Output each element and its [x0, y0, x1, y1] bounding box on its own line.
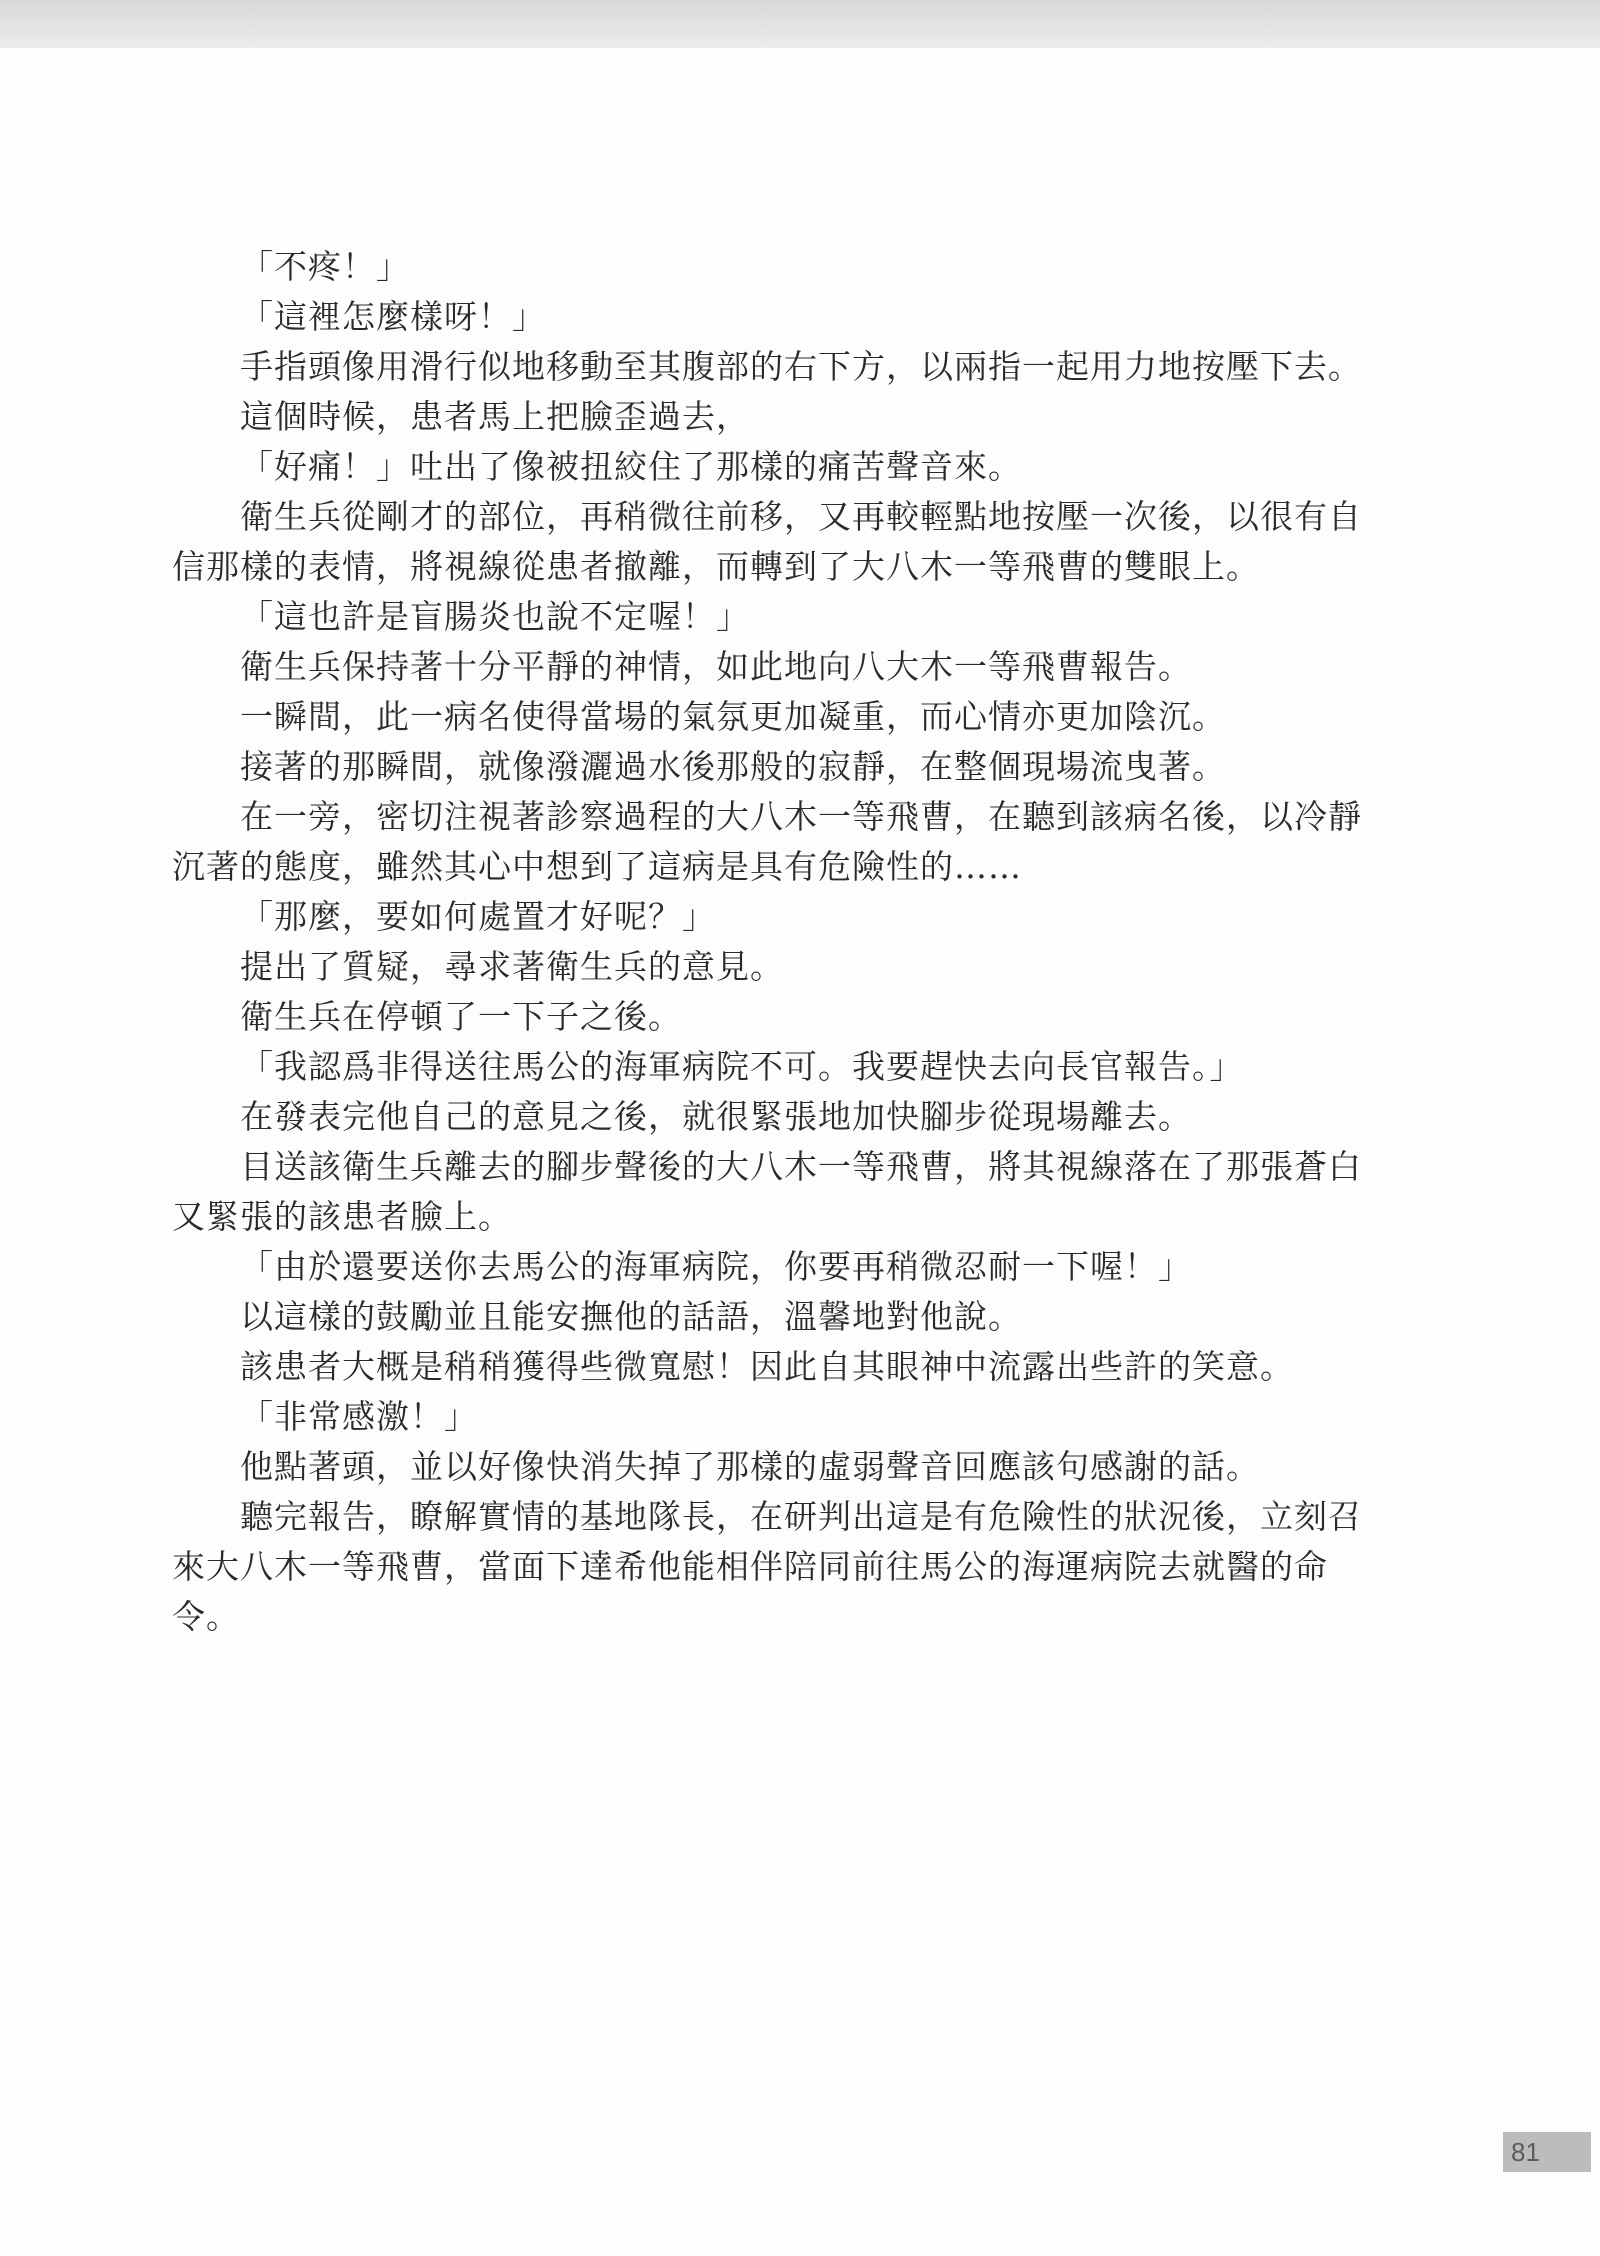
paragraph: 接著的那瞬間，就像潑灑過水後那般的寂靜，在整個現場流曳著。	[240, 747, 1226, 786]
paragraph: 衛生兵從剛才的部位，再稍微往前移，又再較輕點地按壓一次後，以很有自信那樣的表情，將視線從患者撤離，而轉到了大八木一等飛曹的雙眼上。	[172, 497, 1362, 586]
paragraph: 「不疼！」	[240, 247, 410, 286]
paragraph: 他點著頭，並以好像快消失掉了那樣的虛弱聲音回應該句感謝的話。	[240, 1447, 1260, 1486]
paragraph: 提出了質疑，尋求著衛生兵的意見。	[240, 947, 784, 986]
paragraph: 「這也許是盲腸炎也說不定喔！」	[240, 597, 750, 636]
body-text	[172, 242, 1362, 1642]
paragraph: 聽完報告，瞭解實情的基地隊長，在研判出這是有危險性的狀況後，立刻召來大八木一等飛曹，當面下達希他能相伴陪同前往馬公的海運病院去就醫的命令。	[172, 1497, 1362, 1636]
paragraph: 「由於還要送你去馬公的海軍病院，你要再稍微忍耐一下喔！」	[240, 1247, 1192, 1286]
paragraph: 「我認爲非得送往馬公的海軍病院不可。我要趕快去向長官報告。」	[240, 1047, 1244, 1086]
paragraph: 一瞬間，此一病名使得當場的氣氛更加凝重，而心情亦更加陰沉。	[240, 697, 1226, 736]
paragraph: 該患者大概是稍稍獲得些微寬慰！因此自其眼神中流露出些許的笑意。	[240, 1347, 1294, 1386]
paragraph: 「非常感激！」	[240, 1397, 478, 1436]
paragraph: 在一旁，密切注視著診察過程的大八木一等飛曹，在聽到該病名後，以冷靜沉著的態度，雖然其心中想到了這病是具有危險性的……	[172, 797, 1362, 886]
paragraph: 「這裡怎麼樣呀！」	[240, 297, 546, 336]
paragraph: 「好痛！」吐出了像被扭絞住了那樣的痛苦聲音來。	[240, 447, 1022, 486]
paragraph: 衛生兵保持著十分平靜的神情，如此地向八大木一等飛曹報告。	[240, 647, 1192, 686]
paragraph: 衛生兵在停頓了一下子之後。	[240, 997, 682, 1036]
scan-top-edge	[0, 0, 1600, 48]
page-number: 81	[1503, 2132, 1591, 2172]
paragraph: 以這樣的鼓勵並且能安撫他的話語，溫馨地對他說。	[240, 1297, 1022, 1336]
paragraph: 「那麼，要如何處置才好呢？」	[240, 897, 716, 936]
paragraph: 目送該衛生兵離去的腳步聲後的大八木一等飛曹，將其視線落在了那張蒼白又緊張的該患者臉上。	[172, 1147, 1362, 1236]
paragraph: 手指頭像用滑行似地移動至其腹部的右下方，以兩指一起用力地按壓下去。	[240, 347, 1362, 386]
paragraph: 在發表完他自己的意見之後，就很緊張地加快腳步從現場離去。	[240, 1097, 1192, 1136]
paragraph: 這個時候，患者馬上把臉歪過去，	[240, 397, 750, 436]
